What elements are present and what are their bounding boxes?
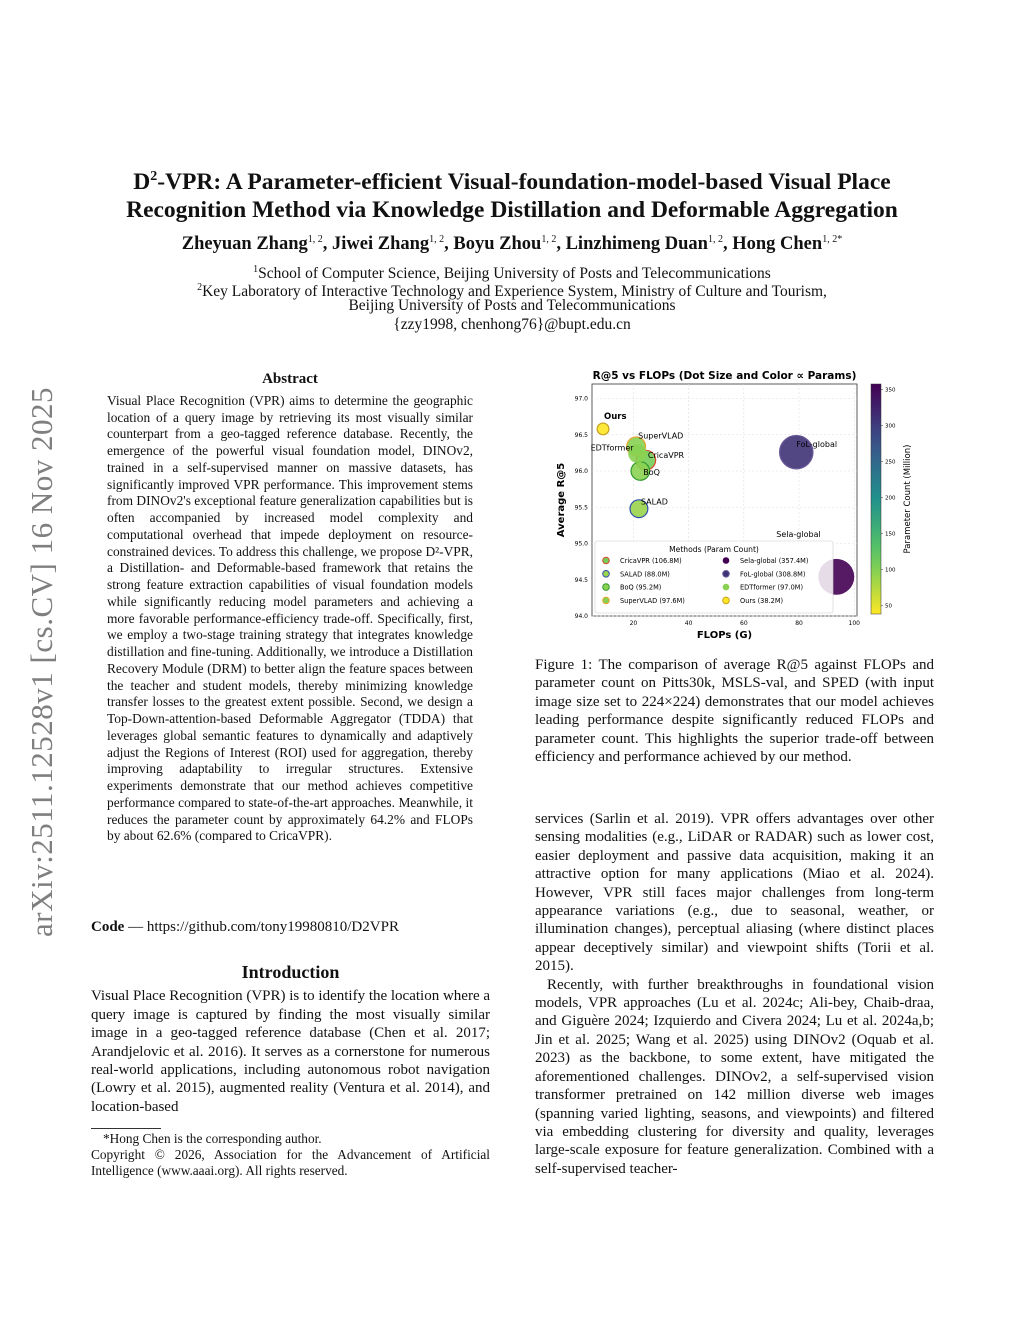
- point-label: Ours: [604, 411, 627, 422]
- paper-title: [80, 163, 944, 224]
- point-label: SuperVLAD: [638, 431, 684, 441]
- footnote-corresponding: *Hong Chen is the corresponding author.: [103, 1131, 322, 1146]
- footnote: [91, 1128, 490, 1179]
- y-tick-label: 96.5: [574, 431, 588, 439]
- figure-caption: Figure 1: The comparison of average R@5 against FLOPs and parameter count on Pitts30k, MSLS-val, and SPED (with input image size set to 224×224) demonstrates that our model achieves leading performance despite significantly reduced FLOPs and parameter count. This highlights the superior trade-off between efficiency and performance achieved by our method.: [535, 657, 934, 766]
- x-axis-label: FLOPs (G): [696, 630, 753, 641]
- legend-marker: [603, 557, 610, 564]
- point-label: BoQ: [643, 468, 660, 477]
- author: Linzhimeng Duan$^{1, 2}$: [565, 234, 723, 255]
- colorbar-tick-label: 250: [885, 459, 896, 466]
- introduction-heading: Introduction: [241, 962, 340, 982]
- y-axis-label: Average R@5: [556, 462, 567, 538]
- author: Jiwei Zhang$^{1, 2}$: [332, 234, 445, 255]
- colorbar-tick-label: 150: [885, 531, 896, 538]
- legend-entry: Ours (38.2M): [740, 596, 784, 605]
- x-tick-label: 40: [684, 620, 693, 627]
- point-label: CricaVPR: [647, 451, 685, 461]
- code-line: [91, 919, 491, 936]
- body-paragraph-2: Recently, with further breakthroughs in foundational vision models, VPR approaches (Lu et al. 2024c; Ali-bey, Chaib-draa, and Giguère 2024; Izquierdo and Civera 2024; Lu et al. 2024a,b; Jin et al. 2025; Wang et al. 2025) using DINOv2 (Oquab et al. 2023) as the backbone, to some extent, have mitigated the aforementioned challenges. DINOv2, a self-supervised vision transformer pretrained on 142 million diverse web images (spanning varied lighting, seasons, and viewpoints) and filtered via embedding clustering for diversity and quality, leverages large-scale exposure for feature generalization. Combined with a self-supervised teacher-: [535, 976, 934, 1177]
- legend-marker: [723, 571, 730, 578]
- colorbar-tick-label: 350: [885, 387, 896, 394]
- code-label: Code: [91, 919, 125, 935]
- author-emails: {zzy1998, chenhong76}@bupt.edu.cn: [393, 316, 631, 333]
- y-tick-label: 95.0: [574, 540, 588, 548]
- colorbar-tick-label: 200: [885, 495, 896, 502]
- legend-entry: FoL-global (308.8M): [740, 570, 806, 579]
- author-affiliation-mark: 1, 2*: [822, 234, 843, 245]
- aff-text: Key Laboratory of Interactive Technology and Experience System, Ministry of Culture and Tourism,: [202, 283, 827, 301]
- y-tick-label: 96.0: [574, 468, 588, 475]
- author-affiliation-mark: 1, 2: [707, 234, 723, 245]
- title-line-2: Recognition Method via Knowledge Distillation and Deformable Aggregation: [126, 196, 898, 223]
- affiliation-2b: Beijing University of Posts and Telecommunications: [348, 297, 676, 314]
- author: Zheyuan Zhang$^{1, 2}$: [181, 234, 323, 255]
- colorbar: [871, 384, 881, 614]
- arxiv-stamp: arXiv:2511.12528v1 [cs.CV] 16 Nov 2025: [24, 387, 59, 937]
- legend-entry: BoQ (95.2M): [620, 583, 662, 592]
- y-tick-label: 95.5: [574, 504, 588, 512]
- legend-entry: SuperVLAD (97.6M): [620, 596, 685, 605]
- abstract-text: Visual Place Recognition (VPR) aims to determine the geographic location of a query image by retrieving its most visually similar counterpart from a geo-tagged reference database. Recently, the emergence of the powerful visual foundation model, DINOv2, trained in a self-supervised manner on massive datasets, has significantly improved VPR performance. This improvement stems from DINOv2's exceptional feature generalization capabilities but is often accompanied by increased model complexity and computational overhead that impede deployment on resource-constrained devices. To address this challenge, we propose D²-VPR, a Distillation- and Deformable-based framework that retains the strong feature extraction capabilities of visual foundation models while significantly reducing model parameters and achieving a more favorable performance-efficiency trade-off. Specifically, first, we employ a two-stage training strategy that integrates knowledge distillation and fine-tuning. Additionally, we introduce a Distillation Recovery Module (DRM) to better align the feature spaces between the teacher and student models, thereby minimizing knowledge transfer losses to the greatest extent possible. Second, we design a Top-Down-attention-based Deformable Aggregator (TDDA) that leverages global semantic features to dynamically and adaptively adjust the Regions of Interest (ROI) used for aggregation, thereby improving adaptability to irregular structures. Extensive experiments demonstrate that our method achieves competitive performance compared to state-of-the-art approaches. Meanwhile, it reduces the parameter count by approximately 64.2% and FLOPs by about 62.6% (compared to CricaVPR).: [107, 392, 473, 844]
- figure-1-chart: [550, 365, 920, 645]
- x-tick-label: 20: [629, 620, 638, 627]
- code-link[interactable]: https://github.com/tony19980810/D2VPR: [146, 919, 399, 935]
- legend-marker: [723, 584, 730, 591]
- legend-marker: [603, 597, 610, 604]
- aff-text: School of Computer Science, Beijing University of Posts and Telecommunications: [258, 265, 771, 283]
- x-tick-label: 80: [795, 620, 803, 627]
- legend-entry: Sela-global (357.4M): [740, 557, 809, 565]
- aff-mark: 2: [197, 282, 203, 293]
- colorbar-tick-label: 100: [885, 567, 896, 574]
- body-paragraph-1: services (Sarlin et al. 2019). VPR offers advantages over other sensing modalities (e.g., LiDAR or RADAR) such as lower cost, easier deployment and passive data acquisition, making it an attractive option for many applications (Miao et al. 2024). However, VPR still faces major challenges from long-term appearance variations (e.g., due to seasonal, weather, or illumination changes), perceptual aliasing (where distinct places appear deceptively similar) and viewpoint shifts (Torii et al. 2015).: [535, 811, 934, 975]
- author: Boyu Zhou$^{1, 2}$: [453, 234, 557, 255]
- x-tick-label: 100: [848, 620, 860, 627]
- data-point-ours: [597, 423, 609, 435]
- abstract-section: [107, 371, 473, 845]
- point-label: Sela-global: [776, 529, 821, 539]
- author-affiliation-mark: 1, 2: [541, 234, 557, 245]
- author-list: Zheyuan Zhang$^{1, 2}$, Jiwei Zhang$^{1, 2}$, Boyu Zhou$^{1, 2}$, Linzhimeng Duan$^{1, 2}$, Hong Chen$^{1, 2*}$: [181, 234, 843, 255]
- legend-marker: [723, 597, 730, 604]
- y-tick-label: 97.0: [574, 395, 588, 403]
- introduction-text: Visual Place Recognition (VPR) is to identify the location where a query image is captured by finding the most visually similar image in a geo-tagged reference database (Chen et al. 2017; Arandjelovic et al. 2016). It serves as a cornerstone for numerous real-world applications, including autonomous robot navigation (Lowry et al. 2015), augmented reality (Ventura et al. 2014), and location-based: [91, 988, 491, 1115]
- legend-marker: [723, 557, 730, 564]
- legend-marker: [603, 584, 610, 591]
- right-column-body: [535, 810, 934, 1178]
- x-tick-label: 60: [740, 620, 748, 627]
- chart-title: R@5 vs FLOPs (Dot Size and Color ∝ Params): [592, 370, 857, 382]
- title-prefix: D: [133, 168, 151, 195]
- code-sep: —: [124, 919, 147, 935]
- title-rest: -VPR: A Parameter-efficient Visual-foundation-model-based Visual Place: [157, 168, 891, 195]
- legend-entry: CricaVPR (106.8M): [620, 557, 682, 565]
- legend-entry: SALAD (88.0M): [620, 570, 670, 579]
- point-label: EDTformer: [590, 443, 634, 453]
- y-tick-label: 94.5: [574, 576, 588, 584]
- y-tick-label: 94.0: [574, 613, 588, 620]
- legend-entry: EDTformer (97.0M): [740, 583, 804, 592]
- footnote-rule: [91, 1128, 161, 1129]
- legend-marker: [603, 571, 610, 578]
- author: Hong Chen$^{1, 2*}$: [732, 234, 843, 255]
- legend-title: Methods (Param Count): [669, 545, 759, 554]
- colorbar-tick-label: 50: [885, 603, 892, 610]
- introduction-section: [91, 963, 490, 1116]
- footnote-copyright: Copyright © 2026, Association for the Advancement of Artificial Intelligence (www.aaai.org). All rights reserved.: [91, 1147, 490, 1178]
- point-label: FoL-global: [796, 440, 838, 450]
- title-line-1: [80, 163, 944, 196]
- author-affiliation-mark: 1, 2: [429, 234, 445, 245]
- point-label: SALAD: [640, 497, 668, 507]
- colorbar-label: Parameter Count (Million): [903, 444, 913, 554]
- aff-mark: 1: [253, 264, 259, 275]
- abstract-heading: Abstract: [262, 371, 318, 387]
- colorbar-tick-label: 300: [885, 423, 896, 430]
- author-affiliation-mark: 1, 2: [307, 234, 323, 245]
- title-sup: 2: [150, 169, 158, 184]
